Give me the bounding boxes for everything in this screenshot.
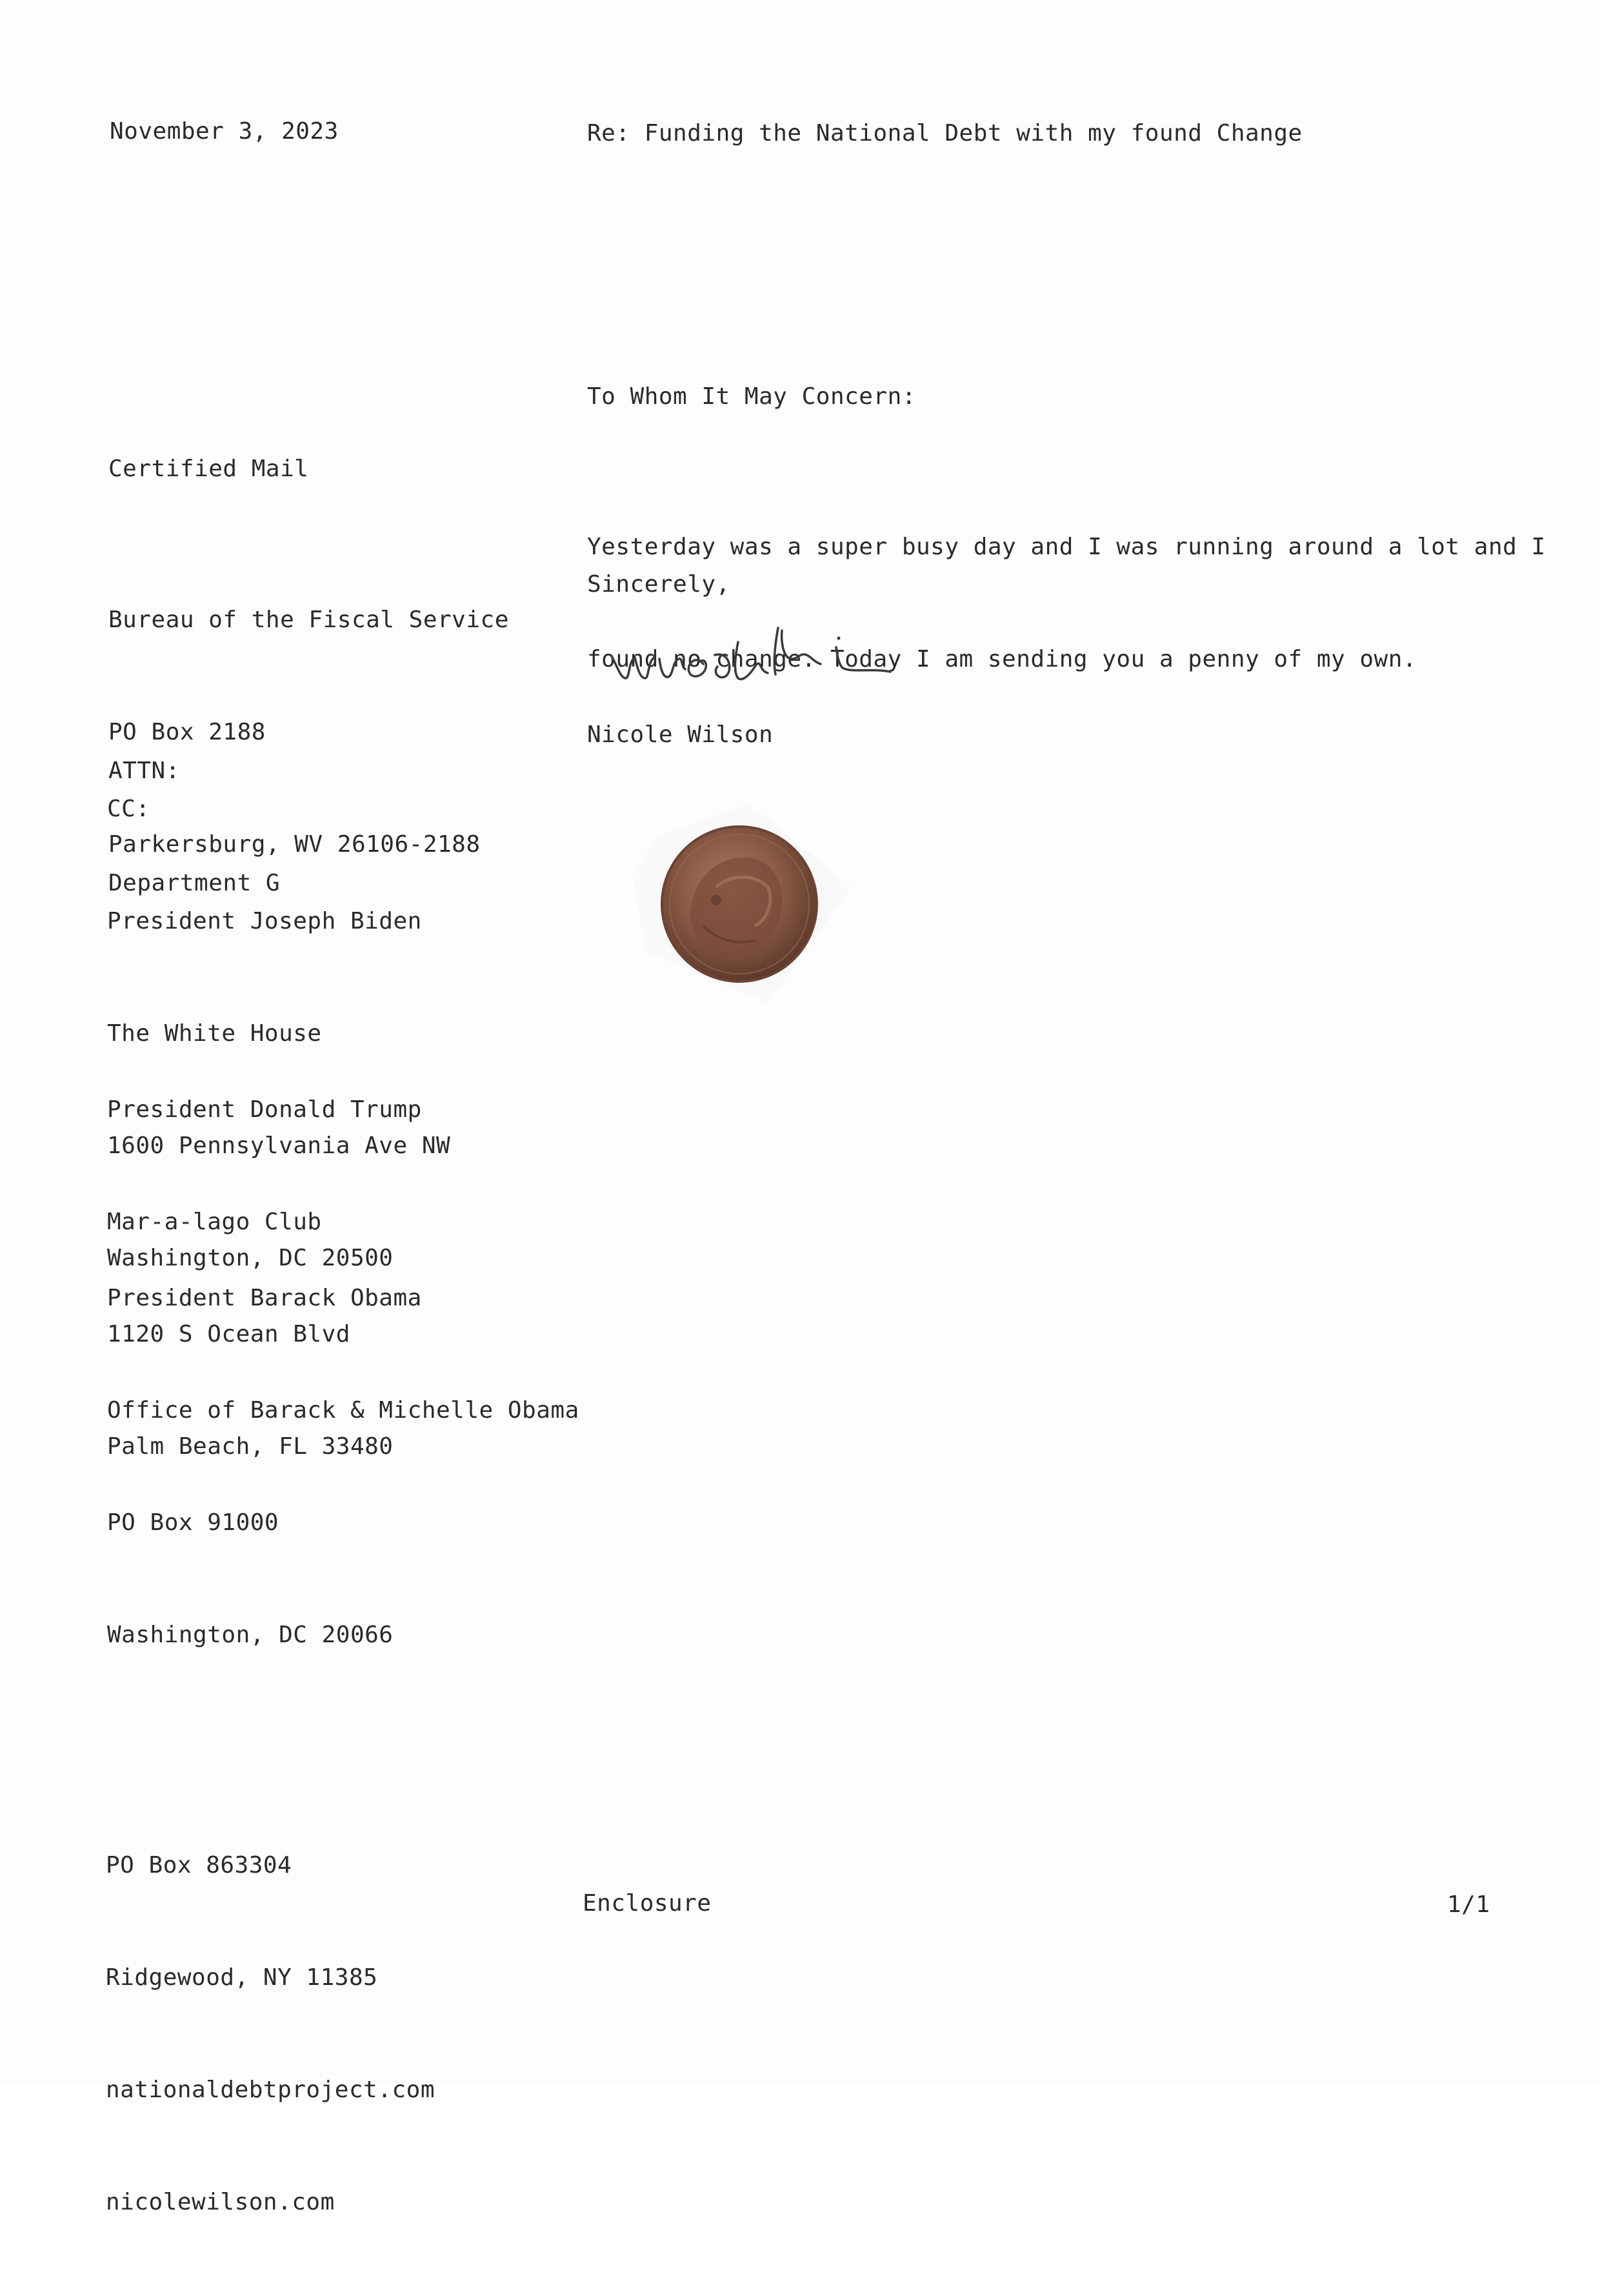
address-line: President Donald Trump [107,1096,422,1123]
address-line: The White House [107,1020,322,1047]
letter-body [587,454,1546,753]
address-line: 1600 Pennsylvania Ave NW [107,1133,451,1159]
signer-name: Nicole Wilson [587,721,774,748]
address-line: Washington, DC 20066 [107,1622,394,1648]
address-line: 1120 S Ocean Blvd [107,1321,350,1347]
letter-date: November 3, 2023 [110,118,339,145]
enclosure-label: Enclosure [583,1890,712,1917]
closing: Sincerely, [587,571,730,598]
sender-address [106,1772,435,2296]
address-line: PO Box 91000 [107,1509,279,1536]
page-number: 1/1 [1447,1891,1490,1918]
address-line: Parkersburg, WV 26106-2188 [108,831,481,858]
body-line: found no change. Today I am sending you a penny of my own. [587,646,1417,672]
address-line: Mar-a-lago Club [107,1209,322,1235]
letter-subject: Re: Funding the National Debt with my found Change [587,120,1303,146]
cc-address [107,1205,579,1729]
handwritten-signature [606,616,955,687]
penny-icon [619,791,865,1010]
address-line: PO Box 2188 [108,719,266,745]
address-line: Ridgewood, NY 11385 [106,1964,378,1991]
penny-enclosure [619,791,865,1010]
address-line: President Joseph Biden [107,908,422,934]
address-line: Bureau of the Fiscal Service [108,607,509,633]
mailing-method: Certified Mail [108,456,309,482]
website-link: nicolewilson.com [106,2189,335,2215]
address-line: Office of Barack & Michelle Obama [107,1397,579,1424]
attn-label: ATTN: [108,758,180,784]
address-line: Palm Beach, FL 33480 [107,1433,394,1460]
body-line: Yesterday was a super busy day and I was running around a lot and I [587,534,1546,560]
cc-label: CC: [107,796,150,822]
address-line: PO Box 863304 [106,1852,292,1878]
website-link: nationaldebtproject.com [106,2077,435,2103]
salutation: To Whom It May Concern: [587,383,916,410]
address-line: Washington, DC 20500 [107,1245,394,1271]
address-line: President Barack Obama [107,1285,422,1311]
attn-value: Department G [108,870,281,896]
